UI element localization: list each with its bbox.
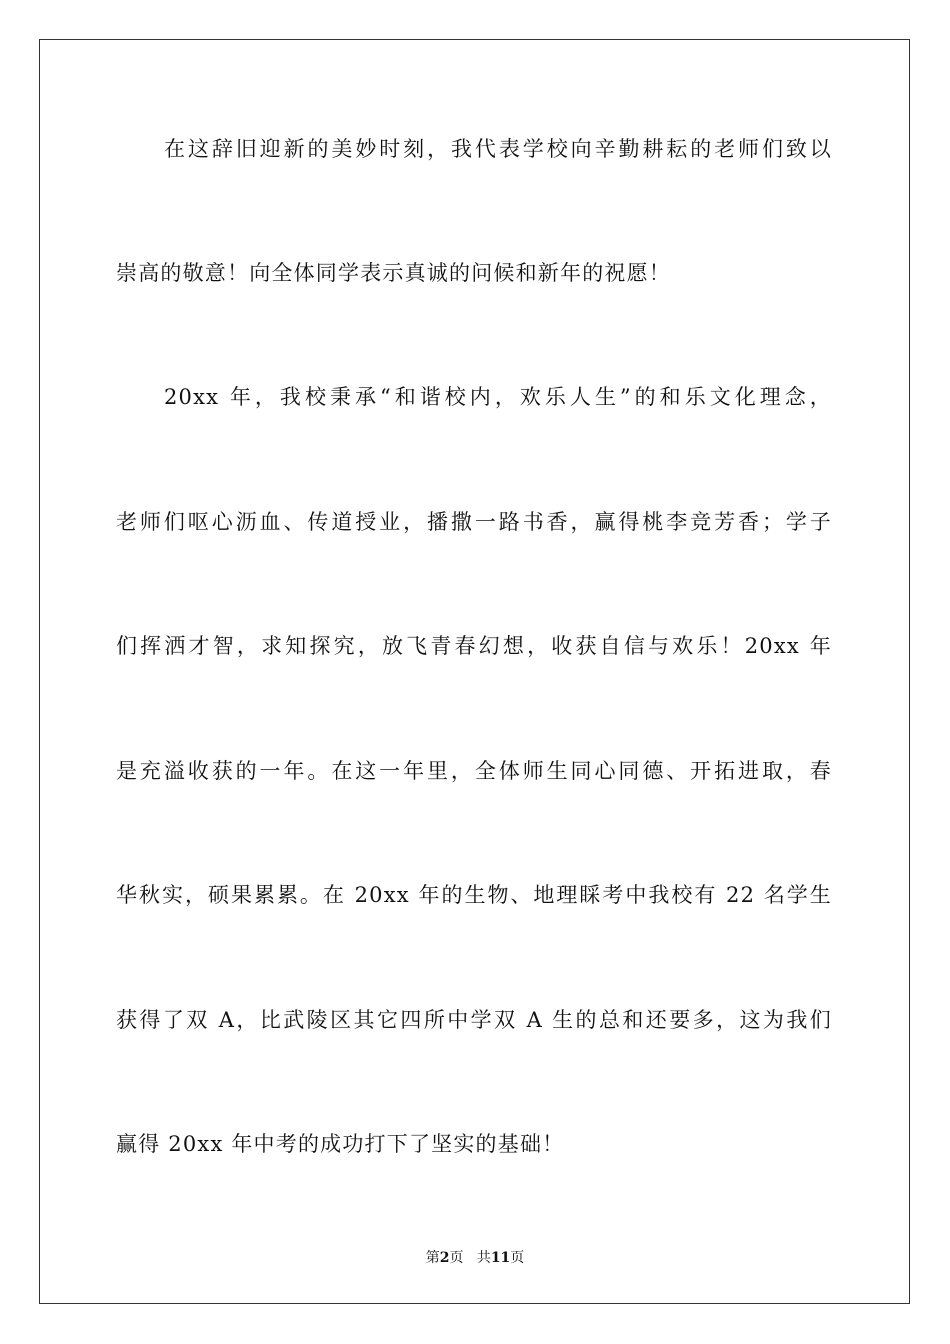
total-suffix: 页 [510, 1250, 525, 1266]
paragraph-line-6: 是充溢收获的一年。在这一年里，全体师生同心同德、开拓进取，春 [116, 759, 832, 783]
total-prefix: 共 [476, 1250, 491, 1266]
total-pages: 11 [490, 1250, 511, 1266]
page-number: 2 [439, 1250, 450, 1266]
paragraph-line-9: 赢得 20xx 年中考的成功打下了坚实的基础！ [116, 1132, 565, 1156]
page-border [39, 39, 910, 1304]
paragraph-line-4: 老师们呕心沥血、传道授业，播撒一路书香，赢得桃李竞芳香；学子 [116, 510, 832, 534]
paragraph-line-7: 华秋实，硕果累累。在 20xx 年的生物、地理睬考中我校有 22 名学生 [116, 883, 832, 907]
page-footer [0, 1248, 950, 1268]
paragraph-line-8: 获得了双 A，比武陵区其它四所中学双 A 生的总和还要多，这为我们 [116, 1008, 832, 1032]
paragraph-line-1: 在这辞旧迎新的美妙时刻，我代表学校向辛勤耕耘的老师们致以 [164, 137, 832, 161]
page-suffix: 页 [449, 1250, 464, 1266]
page-prefix: 第 [425, 1250, 440, 1266]
paragraph-line-5: 们挥洒才智，求知探究，放飞青春幻想，收获自信与欢乐！20xx 年 [116, 634, 832, 658]
paragraph-line-2: 崇高的敬意！向全体同学表示真诚的问候和新年的祝愿！ [116, 261, 671, 285]
paragraph-line-3: 20xx 年，我校秉承“和谐校内，欢乐人生”的和乐文化理念， [164, 385, 832, 409]
